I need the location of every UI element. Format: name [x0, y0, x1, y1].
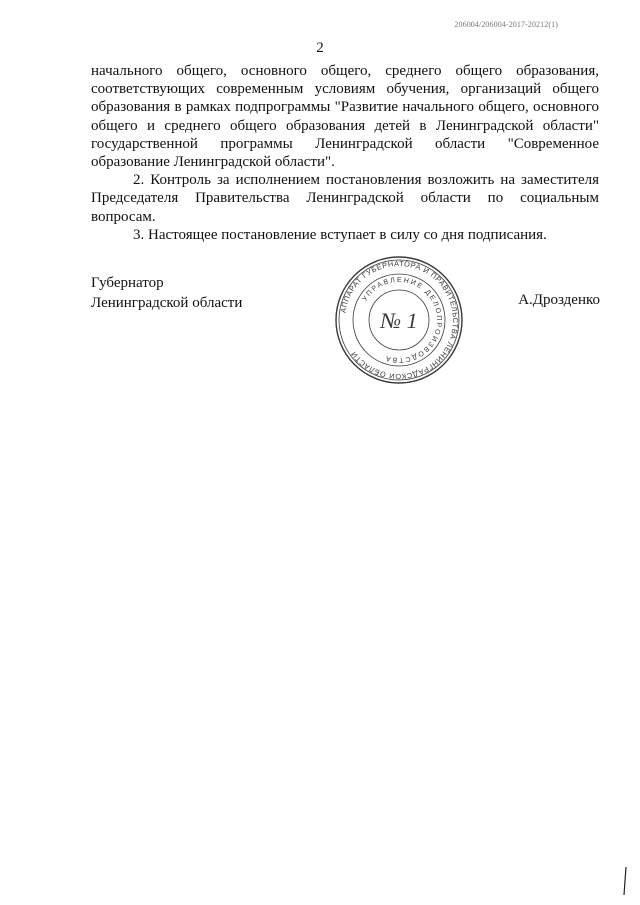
- signatory-title: [91, 273, 242, 313]
- official-stamp: [334, 255, 464, 385]
- paragraph-2: 2. Контроль за исполнением постановления возложить на заместителя Председателя Правительства Ленинградской области по социальным вопросам.: [91, 172, 599, 225]
- page-number: 2: [316, 40, 324, 56]
- signatory-title-line-1: Губернатор: [91, 275, 164, 291]
- paragraph-1: начального общего, основного общего, среднего общего образования, соответствующих современным условиям обучения, организаций общего образования в рамках подпрограммы "Развитие начального общего, основного общего и среднего общего образования детей в Ленинградской области" государственной программы Ленинградской области "Современное образование Ленинградской области".: [91, 63, 599, 171]
- signatory-title-line-2: Ленинградской области: [91, 295, 243, 311]
- stamp-outer-text: АППАРАТ ГУБЕРНАТОРА И ПРАВИТЕЛЬСТВА ЛЕНИНГРАДСКОЙ ОБЛАСТИ: [338, 258, 461, 382]
- scan-edge-mark: [622, 867, 628, 895]
- document-body: [91, 62, 599, 244]
- signatory-name: А.Дрозденко: [518, 292, 600, 308]
- document-code: 206004/206004-2017-20212(1): [454, 20, 558, 29]
- stamp-number: № 1: [380, 308, 418, 333]
- paragraph-3: 3. Настоящее постановление вступает в силу со дня подписания.: [133, 226, 547, 243]
- stamp-inner-text: УПРАВЛЕНИЕ ДЕЛОПРОИЗВОДСТВА: [361, 276, 443, 364]
